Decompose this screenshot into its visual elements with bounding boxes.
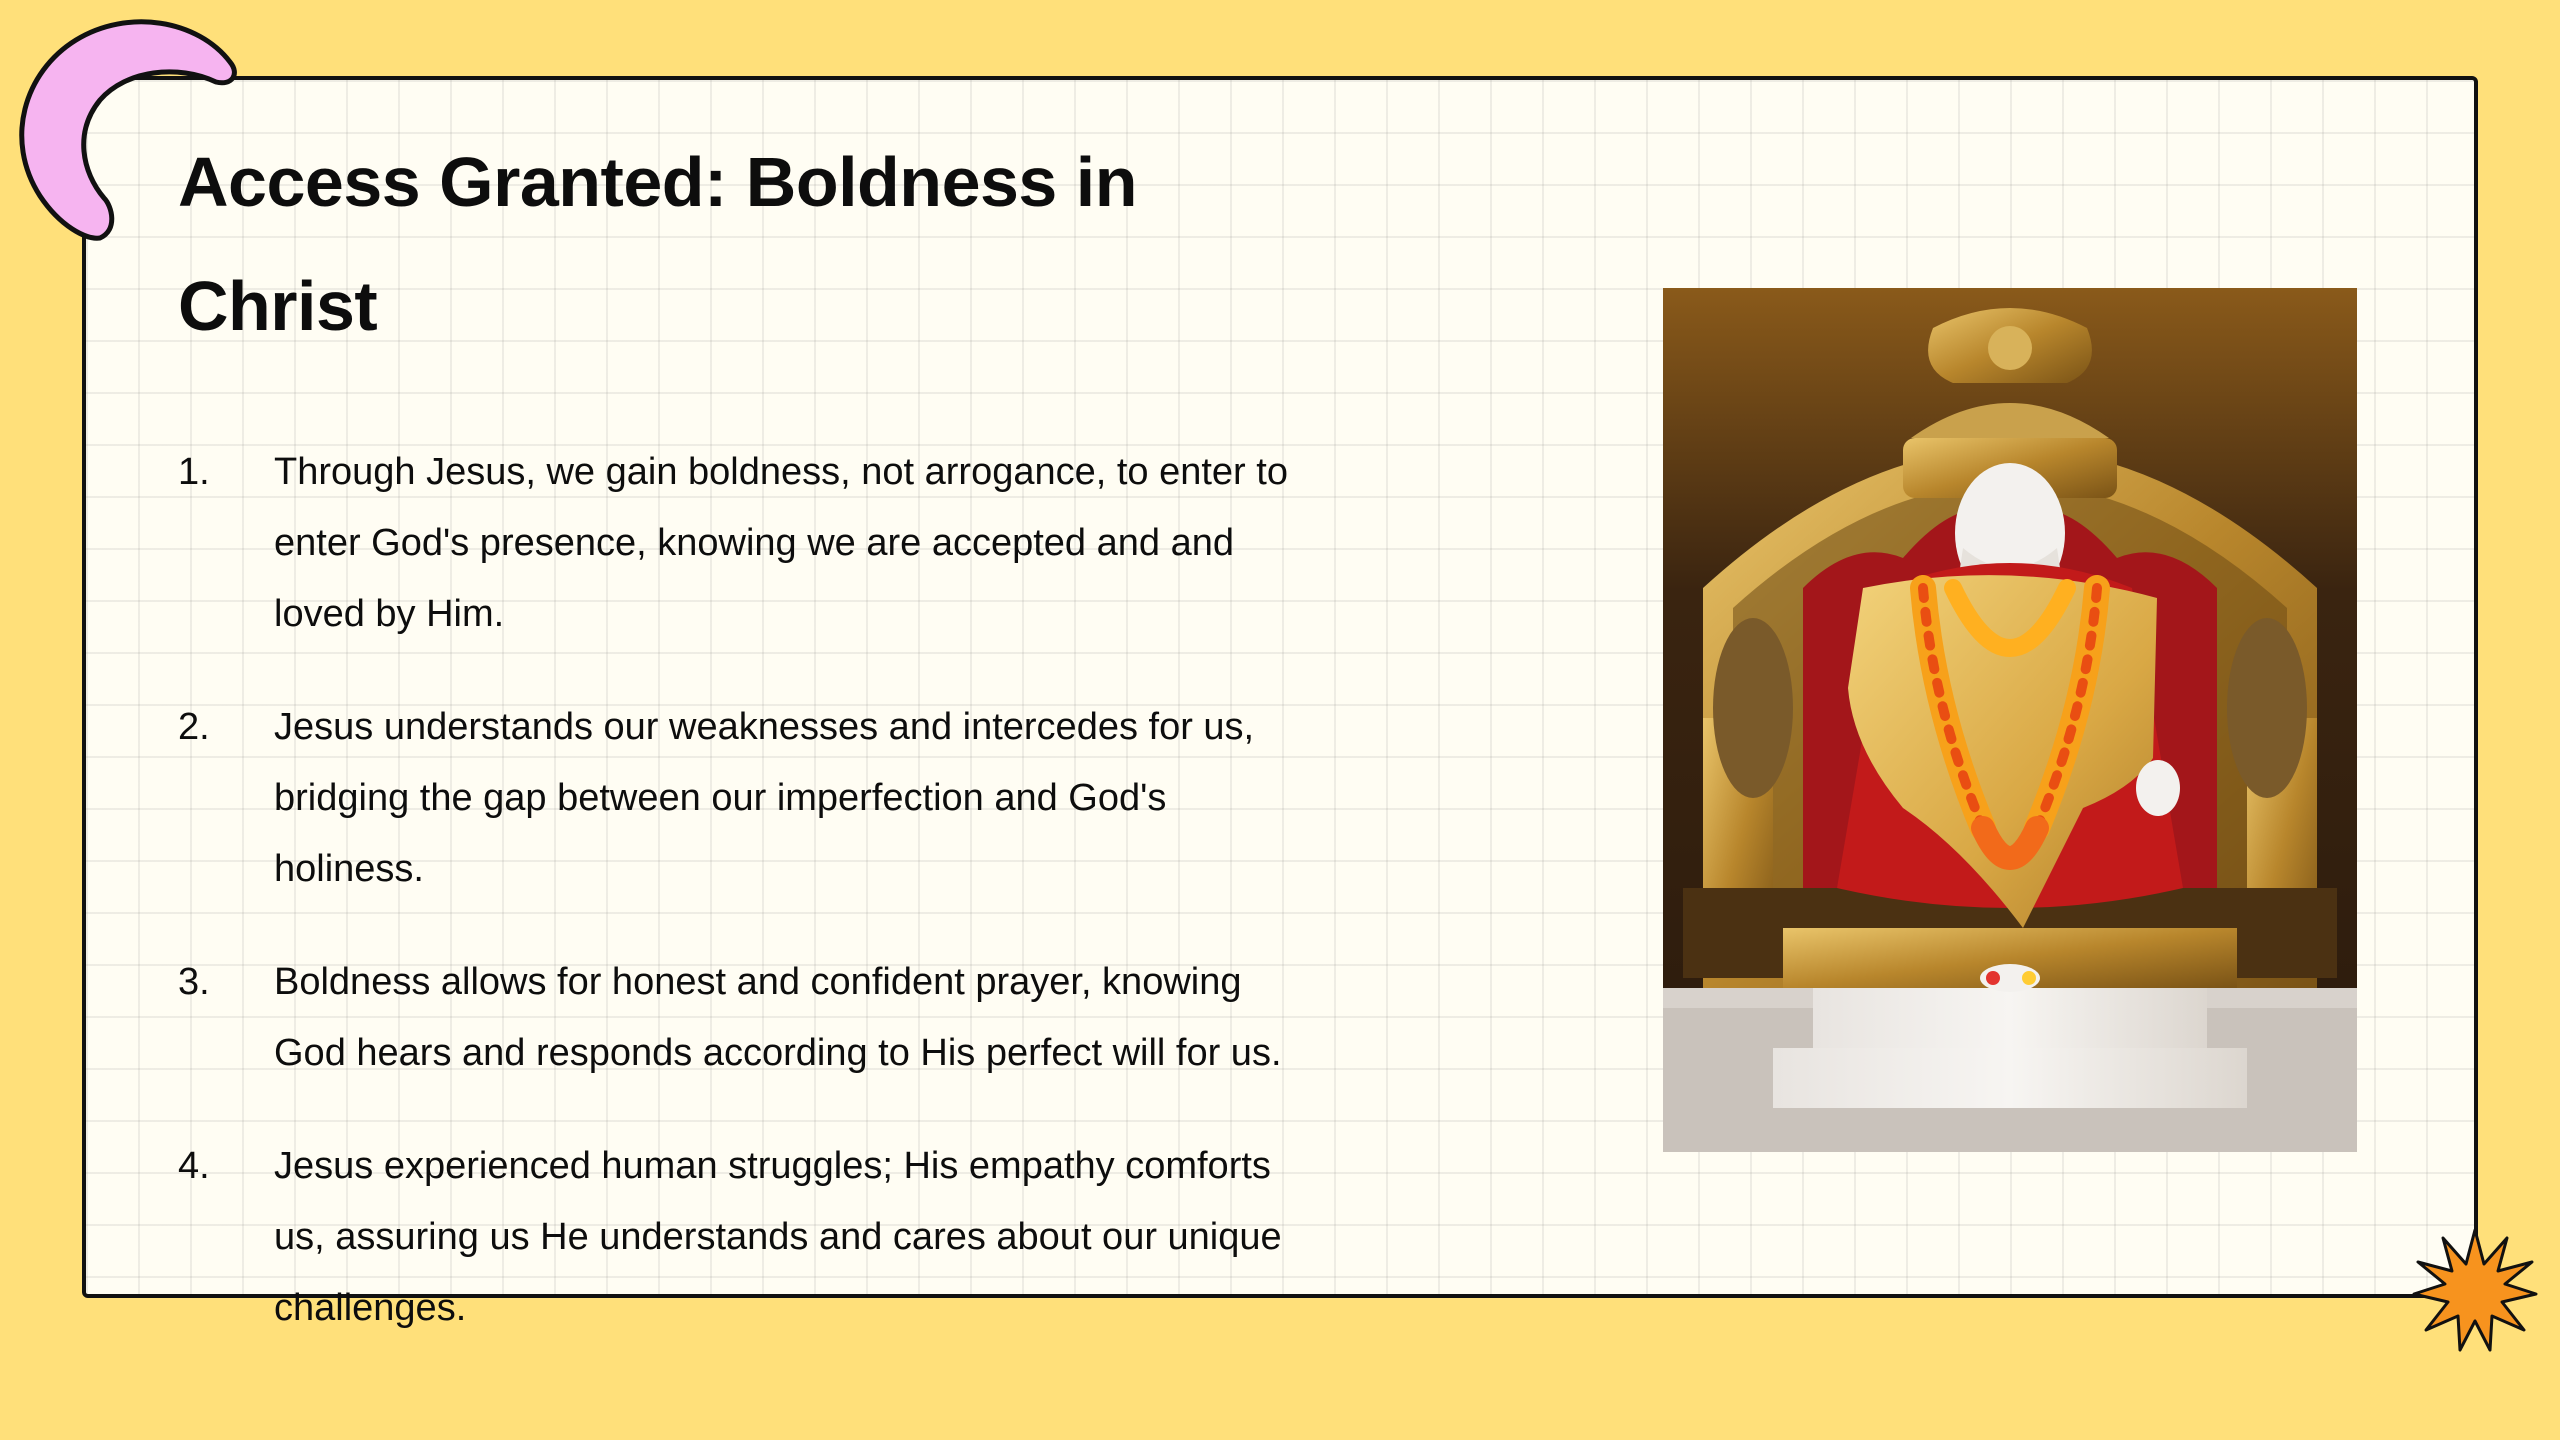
list-item-number: 3. bbox=[178, 961, 210, 1003]
list-item-text: Jesus understands our weaknesses and intercedes for us, bridging the gap between our imperfection and God's holiness. bbox=[274, 706, 1255, 890]
list-item bbox=[178, 437, 1288, 650]
orange-burst-icon bbox=[2410, 1226, 2540, 1356]
list-item-text: Jesus experienced human struggles; His empathy comforts us, assuring us He understands and cares about our unique challenges. bbox=[274, 1145, 1282, 1329]
list-item bbox=[178, 947, 1288, 1089]
statue-photo bbox=[1663, 288, 2357, 1152]
list-item-number: 4. bbox=[178, 1145, 210, 1187]
list-item-text: Through Jesus, we gain boldness, not arrogance, to enter to enter God's presence, knowing we are accepted and and loved by Him. bbox=[274, 451, 1288, 635]
points-list bbox=[178, 437, 1288, 1386]
statue-illustration bbox=[1663, 288, 2357, 1152]
list-item bbox=[178, 692, 1288, 905]
list-item-number: 1. bbox=[178, 451, 210, 493]
list-item bbox=[178, 1131, 1288, 1344]
pink-arc-icon bbox=[0, 0, 250, 250]
list-item-number: 2. bbox=[178, 706, 210, 748]
slide-title: Access Granted: Boldness in Christ bbox=[178, 143, 1138, 345]
list-item-text: Boldness allows for honest and confident prayer, knowing God hears and responds according to His perfect will for us. bbox=[274, 961, 1282, 1074]
